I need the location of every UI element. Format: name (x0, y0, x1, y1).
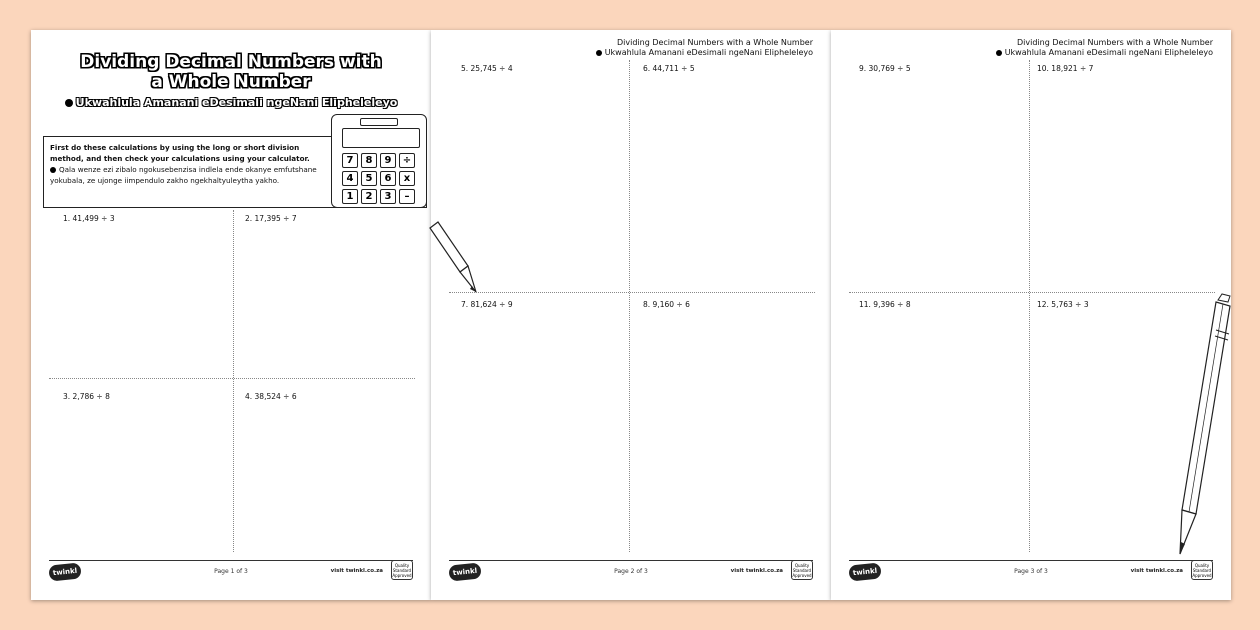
worksheet-page-2 (431, 30, 831, 600)
worksheet-page-1 (31, 30, 431, 600)
question-6: 6. 44,711 ÷ 5 (643, 64, 695, 73)
calculator-key: 3 (380, 189, 396, 204)
calculator-key: 2 (361, 189, 377, 204)
question-2: 2. 17,395 ÷ 7 (245, 214, 297, 223)
subtitle (31, 96, 431, 109)
quality-badge: Quality Standard Approved (1191, 560, 1213, 580)
visit-link: visit twinkl.co.za (730, 568, 783, 574)
question-11: 11. 9,396 ÷ 8 (859, 300, 911, 309)
worksheet-page-3 (831, 30, 1231, 600)
page-header (996, 38, 1213, 58)
instructions-xhosa (50, 164, 330, 186)
pencil-icon (430, 222, 480, 294)
calculator-key: 8 (361, 153, 377, 168)
instructions-english: First do these calculations by using the long or short division method, and then check your calculations using your calculator. (50, 143, 310, 163)
footer-divider (449, 560, 813, 561)
twinkl-logo: twinkl (48, 562, 81, 581)
calculator-key: 9 (380, 153, 396, 168)
header-title: Dividing Decimal Numbers with a Whole Number (616, 38, 813, 47)
bullet-icon (50, 167, 56, 173)
column-divider (233, 210, 234, 552)
calculator-key: – (399, 189, 415, 204)
question-8: 8. 9,160 ÷ 6 (643, 300, 690, 309)
footer-divider (849, 560, 1213, 561)
calculator-key: x (399, 171, 415, 186)
question-1: 1. 41,499 ÷ 3 (63, 214, 115, 223)
calculator-key: 1 (342, 189, 358, 204)
question-3: 3. 2,786 ÷ 8 (63, 392, 110, 401)
header-subtitle (996, 48, 1213, 58)
twinkl-logo: twinkl (848, 562, 881, 581)
page-header (596, 38, 813, 58)
calculator-key: ÷ (399, 153, 415, 168)
quality-badge: Quality Standard Approved (391, 560, 413, 580)
bullet-icon (596, 50, 602, 56)
question-4: 4. 38,524 ÷ 6 (245, 392, 297, 401)
header-subtitle-text: Ukwahlula Amanani eDesimali ngeNani Elipheleleyo (1004, 48, 1213, 57)
question-12: 12. 5,763 ÷ 3 (1037, 300, 1089, 309)
header-subtitle (596, 48, 813, 58)
visit-link: visit twinkl.co.za (1130, 568, 1183, 574)
pencil-icon (1172, 296, 1234, 558)
instructions-xhosa-text: Qala wenze ezi zibalo ngokusebenzisa indlela ende okanye emfutshane yokubala, ze ujonge iimpendulo zakho ngekhaltyuleytha yakho. (50, 165, 317, 185)
quality-badge: Quality Standard Approved (791, 560, 813, 580)
subtitle-text: Ukwahlula Amanani eDesimali ngeNani Elipheleleyo (75, 96, 398, 109)
question-5: 5. 25,745 ÷ 4 (461, 64, 513, 73)
column-divider (1029, 60, 1030, 552)
bullet-icon (996, 50, 1002, 56)
calculator-key: 6 (380, 171, 396, 186)
calculator-icon (331, 114, 427, 208)
page-title (31, 52, 431, 92)
page-number: Page 1 of 3 (214, 568, 248, 575)
title-line-1: Dividing Decimal Numbers with (80, 52, 382, 72)
header-subtitle-text: Ukwahlula Amanani eDesimali ngeNani Elipheleleyo (604, 48, 813, 57)
visit-link: visit twinkl.co.za (330, 568, 383, 574)
question-7: 7. 81,624 ÷ 9 (461, 300, 513, 309)
title-line-2: a Whole Number (151, 72, 311, 92)
row-divider (849, 292, 1215, 293)
twinkl-logo: twinkl (448, 562, 481, 581)
question-9: 9. 30,769 ÷ 5 (859, 64, 911, 73)
calculator-screen (342, 128, 420, 148)
calculator-key: 4 (342, 171, 358, 186)
header-title: Dividing Decimal Numbers with a Whole Number (1016, 38, 1213, 47)
calculator-keypad (342, 153, 422, 204)
footer-divider (49, 560, 413, 561)
calculator-key: 5 (361, 171, 377, 186)
calculator-key: 7 (342, 153, 358, 168)
page-number: Page 2 of 3 (614, 568, 648, 575)
row-divider (49, 378, 415, 379)
question-10: 10. 18,921 ÷ 7 (1037, 64, 1094, 73)
bullet-icon (65, 99, 73, 107)
column-divider (629, 60, 630, 552)
page-number: Page 3 of 3 (1014, 568, 1048, 575)
row-divider (449, 292, 815, 293)
calculator-solar-panel (360, 118, 398, 126)
